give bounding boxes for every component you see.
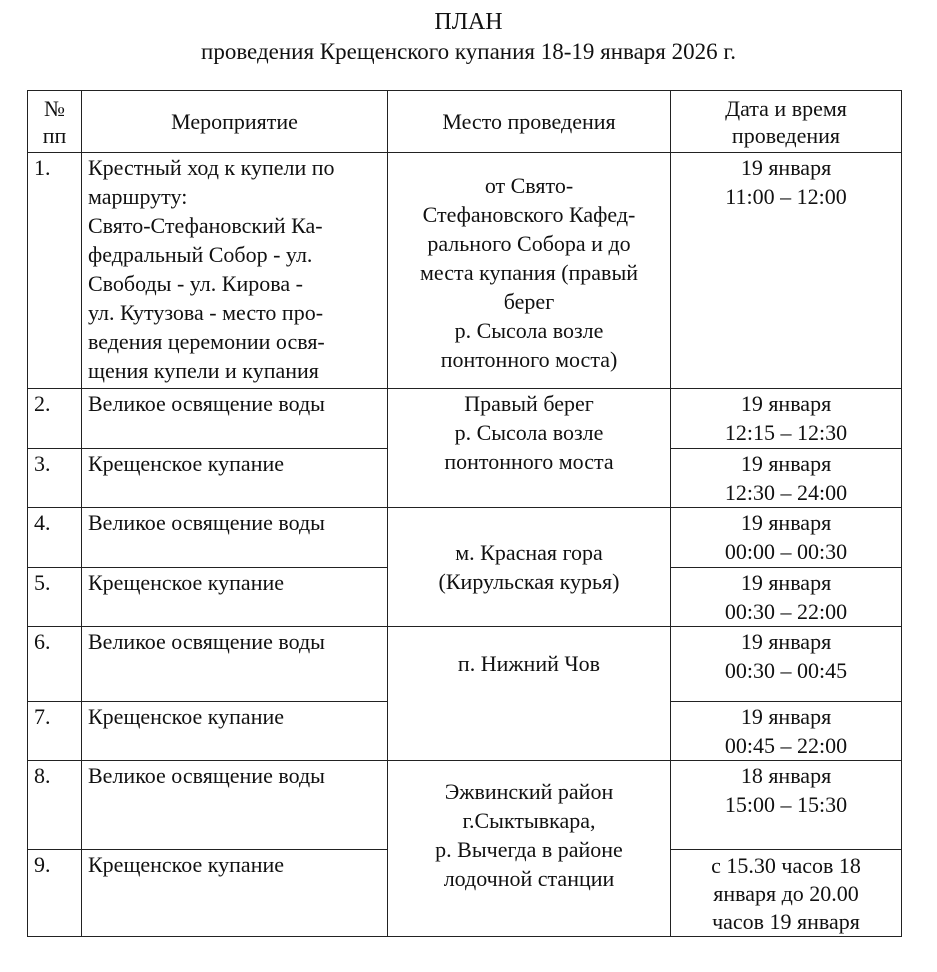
row-date [671,761,902,850]
row-place [388,761,671,937]
place-line: Стефановского Кафед- [422,202,636,227]
row-number: 5. [28,568,82,627]
header-num-line: № [44,95,65,121]
place-line: р. Сысола возле [454,420,604,445]
event-line: щения купели и купания [88,358,319,383]
header-num [28,91,82,153]
header-date-line: проведения [731,122,841,148]
event-line: Крещенское купание [88,852,285,877]
date-line: 00:00 – 00:30 [724,539,848,564]
row-date [671,153,902,389]
row-place [388,627,671,761]
document-subtitle: проведения Крещенского купания 18-19 января 2026 г. [201,39,736,64]
place-line: Правый берег [464,391,594,416]
place-line: понтонного моста) [440,347,618,372]
row-number: 9. [28,850,82,937]
event-line: маршруту: [88,184,188,209]
date-line: 19 января [740,510,832,535]
header-date-line: Дата и время [725,95,847,121]
event-line: Великое освящение воды [88,629,325,654]
row-date [671,508,902,568]
place-line: р. Вычегда в районе [435,837,623,862]
document-title: ПЛАН [434,9,503,35]
place-line: (Кирульская курья) [438,569,620,594]
row-place [388,389,671,508]
date-line: 19 января [740,391,832,416]
row-date [671,850,902,937]
date-line: января до 20.00 [713,881,859,906]
place-line: р. Сысола возле [454,318,604,343]
event-line: Крещенское купание [88,451,285,476]
header-place: Место проведения [388,91,671,153]
place-line: места купания (правый [419,260,639,285]
table-row [28,153,902,389]
date-line: 19 января [740,570,832,595]
table-row [28,627,902,702]
date-line: 00:45 – 22:00 [724,733,848,758]
table-row [28,389,902,449]
plan-table [27,90,902,937]
header-num-line: пп [42,122,67,148]
row-place [388,153,671,389]
event-line: Великое освящение воды [88,510,325,535]
place-line: от Свято- [484,173,574,198]
event-line: Крестный ход к купели по [88,155,335,180]
row-event [82,153,388,389]
place-line: Эжвинский район [444,779,614,804]
table-header-row [28,91,902,153]
date-line: 00:30 – 22:00 [724,599,848,624]
date-line: 00:30 – 00:45 [724,658,848,683]
row-date [671,627,902,702]
date-line: 12:30 – 24:00 [724,480,848,505]
date-line: 19 января [740,155,832,180]
header-event: Мероприятие [82,91,388,153]
table-row [28,761,902,850]
date-line: 18 января [740,763,832,788]
table-row [28,508,902,568]
row-event [82,508,388,568]
row-event [82,389,388,449]
place-line: г.Сыктывкара, [462,808,596,833]
place-line: п. Нижний Чов [457,651,601,676]
event-line: Великое освящение воды [88,391,325,416]
event-line: федральный Собор - ул. [88,242,313,267]
date-line: 19 января [740,629,832,654]
event-line: ведения церемонии освя- [88,329,325,354]
row-number: 7. [28,702,82,761]
event-line: ул. Кутузова - место про- [88,300,324,325]
row-event [82,449,388,508]
place-line: м. Красная гора [455,540,603,565]
row-place [388,508,671,627]
place-line: берег [503,289,555,314]
date-line: 11:00 – 12:00 [725,184,847,209]
event-line: Свято-Стефановский Ка- [88,213,323,238]
row-date [671,568,902,627]
place-line: рального Собора и до [427,231,631,256]
row-number: 4. [28,508,82,568]
date-line: 12:15 – 12:30 [724,420,848,445]
event-line: Свободы - ул. Кирова - [88,271,303,296]
event-line: Крещенское купание [88,704,285,729]
date-line: 15:00 – 15:30 [724,792,848,817]
row-event [82,850,388,937]
place-line: понтонного моста [444,449,614,474]
row-number: 3. [28,449,82,508]
date-line: часов 19 января [712,909,860,934]
row-event [82,568,388,627]
row-number: 8. [28,761,82,850]
header-date [671,91,902,153]
row-number: 2. [28,389,82,449]
row-date [671,389,902,449]
date-line: 19 января [740,704,832,729]
event-line: Великое освящение воды [88,763,325,788]
place-line: лодочной станции [443,866,615,891]
date-line: с 15.30 часов 18 [711,853,861,878]
date-line: 19 января [740,451,832,476]
row-number: 6. [28,627,82,702]
event-line: Крещенское купание [88,570,285,595]
row-event [82,702,388,761]
row-date [671,449,902,508]
row-event [82,761,388,850]
row-event [82,627,388,702]
row-date [671,702,902,761]
row-number: 1. [28,153,82,389]
